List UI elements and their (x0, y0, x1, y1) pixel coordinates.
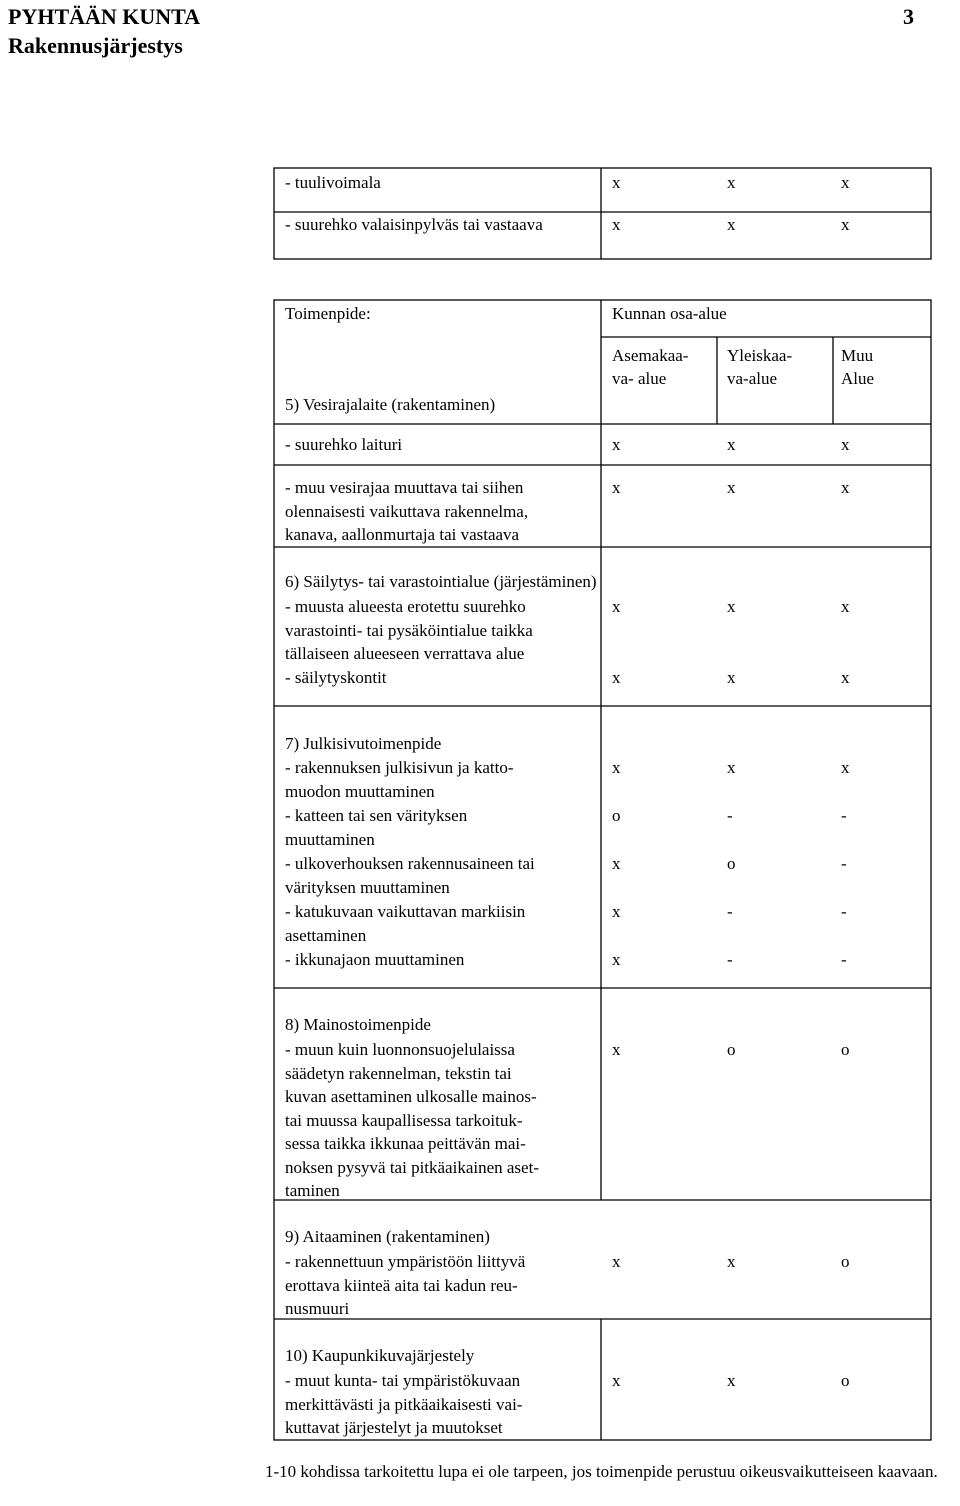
section-title: 5) Vesirajalaite (rakentaminen) (285, 395, 496, 414)
area-group-header: Kunnan osa-alue (612, 304, 727, 323)
cell-asemakaava: x (612, 1252, 621, 1271)
cell-muu-alue: x (841, 668, 850, 687)
cell-asemakaava: x (612, 173, 621, 192)
cell-yleiskaava: x (727, 1371, 736, 1390)
row-label: - ikkunajaon muuttaminen (285, 950, 465, 969)
row-label-line: sessa taikka ikkunaa peittävän mai- (285, 1134, 526, 1153)
cell-yleiskaava: x (727, 758, 736, 777)
cell-yleiskaava: x (727, 215, 736, 234)
row-label-line: kuvan asettaminen ulkosalle mainos- (285, 1087, 537, 1106)
cell-asemakaava: x (612, 758, 621, 777)
cell-asemakaava: x (612, 854, 621, 873)
cell-asemakaava: x (612, 668, 621, 687)
col-muu-alue-line1: Muu (841, 346, 874, 365)
row-label-line: - muun kuin luonnonsuojelulaissa (285, 1040, 515, 1059)
section-title: 9) Aitaaminen (rakentaminen) (285, 1227, 490, 1246)
measure-label: Toimenpide: (285, 304, 371, 323)
row-label-line: - muu vesirajaa muuttava tai siihen (285, 478, 524, 497)
row-label-line: tai muussa kaupallisessa tarkoituk- (285, 1110, 523, 1130)
section-title: 8) Mainostoimenpide (285, 1015, 431, 1034)
row-label-line: - katteen tai sen värityksen (285, 806, 468, 825)
cell-asemakaava: o (612, 806, 621, 825)
cell-muu-alue: x (841, 215, 850, 234)
cell-yleiskaava: x (727, 1252, 736, 1271)
cell-yleiskaava: - (727, 950, 733, 969)
cell-muu-alue: x (841, 597, 850, 616)
row-label-line: - muut kunta- tai ympäristökuvaan (285, 1371, 521, 1390)
row-label: - tuulivoimala (285, 173, 381, 192)
cell-asemakaava: x (612, 1371, 621, 1390)
cell-muu-alue: x (841, 173, 850, 192)
col-yleiskaava-line2: va-alue (727, 369, 778, 388)
row-label-line: nusmuuri (285, 1299, 350, 1318)
cell-yleiskaava: o (727, 854, 736, 873)
row-label: - säilytyskontit (285, 668, 387, 687)
page-number: 3 (903, 4, 914, 29)
cell-yleiskaava: - (727, 902, 733, 921)
cell-yleiskaava: - (727, 806, 733, 825)
row-label-line: muuttaminen (285, 830, 375, 849)
cell-muu-alue: x (841, 758, 850, 777)
cell-yleiskaava: x (727, 478, 736, 497)
cell-asemakaava: x (612, 1040, 621, 1059)
row-label-line: tällaiseen alueeseen verrattava alue (285, 644, 525, 663)
cell-muu-alue: - (841, 950, 847, 969)
row-label-line: - muusta alueesta erotettu suurehko (285, 597, 526, 616)
cell-muu-alue: x (841, 478, 850, 497)
cell-yleiskaava: x (727, 173, 736, 192)
row-label-line: - katukuvaan vaikuttavan markiisin (285, 902, 526, 921)
col-muu-alue-line2: Alue (841, 369, 875, 388)
cell-muu-alue: o (841, 1040, 850, 1059)
cell-yleiskaava: x (727, 597, 736, 616)
cell-asemakaava: x (612, 435, 621, 454)
row-label-line: varastointi- tai pysäköintialue taikka (285, 620, 533, 640)
document-title: Rakennusjärjestys (8, 33, 183, 58)
row-label-line: kanava, aallonmurtaja tai vastaava (285, 525, 520, 544)
footnote: 1-10 kohdissa tarkoitettu lupa ei ole tarpeen, jos toimenpide perustuu oikeusvaikutteiseen kaavaan. (265, 1462, 938, 1481)
cell-asemakaava: x (612, 902, 621, 921)
cell-muu-alue: - (841, 854, 847, 873)
cell-yleiskaava: x (727, 435, 736, 454)
row-label-line: olennaisesti vaikuttava rakennelma, (285, 501, 529, 521)
cell-muu-alue: - (841, 902, 847, 921)
section-title: 6) Säilytys- tai varastointialue (järjestäminen) (285, 572, 597, 591)
cell-muu-alue: x (841, 435, 850, 454)
cell-yleiskaava: o (727, 1040, 736, 1059)
row-label-line: - rakennuksen julkisivun ja katto- (285, 758, 514, 777)
row-label-line: värityksen muuttaminen (285, 878, 450, 897)
cell-muu-alue: o (841, 1252, 850, 1271)
col-asemakaava-line2: va- alue (612, 369, 667, 388)
row-label: - suurehko laituri (285, 435, 403, 454)
row-label-line: asettaminen (285, 926, 367, 945)
section-title: 10) Kaupunkikuvajärjestely (285, 1346, 475, 1365)
cell-muu-alue: - (841, 806, 847, 825)
row-label-line: erottava kiinteä aita tai kadun reu- (285, 1275, 518, 1295)
row-label-line: merkittävästi ja pitkäaikaisesti vai- (285, 1394, 523, 1414)
cell-asemakaava: x (612, 215, 621, 234)
section-title: 7) Julkisivutoimenpide (285, 734, 442, 753)
cell-yleiskaava: x (727, 668, 736, 687)
cell-asemakaava: x (612, 478, 621, 497)
row-label-line: noksen pysyvä tai pitkäaikainen aset- (285, 1157, 539, 1177)
cell-asemakaava: x (612, 950, 621, 969)
row-label-line: kuttavat järjestelyt ja muutokset (285, 1418, 503, 1437)
row-label-line: - ulkoverhouksen rakennusaineen tai (285, 854, 535, 873)
cell-asemakaava: x (612, 597, 621, 616)
col-asemakaava-line1: Asemakaa- (612, 346, 689, 365)
municipality-name: PYHTÄÄN KUNTA (8, 4, 201, 29)
row-label-line: taminen (285, 1181, 340, 1200)
cell-muu-alue: o (841, 1371, 850, 1390)
row-label-line: säädetyn rakennelman, tekstin tai (285, 1063, 512, 1083)
row-label-line: - rakennettuun ympäristöön liittyvä (285, 1252, 526, 1271)
row-label: - suurehko valaisinpylväs tai vastaava (285, 215, 543, 234)
row-label-line: muodon muuttaminen (285, 782, 435, 801)
col-yleiskaava-line1: Yleiskaa- (727, 346, 793, 365)
